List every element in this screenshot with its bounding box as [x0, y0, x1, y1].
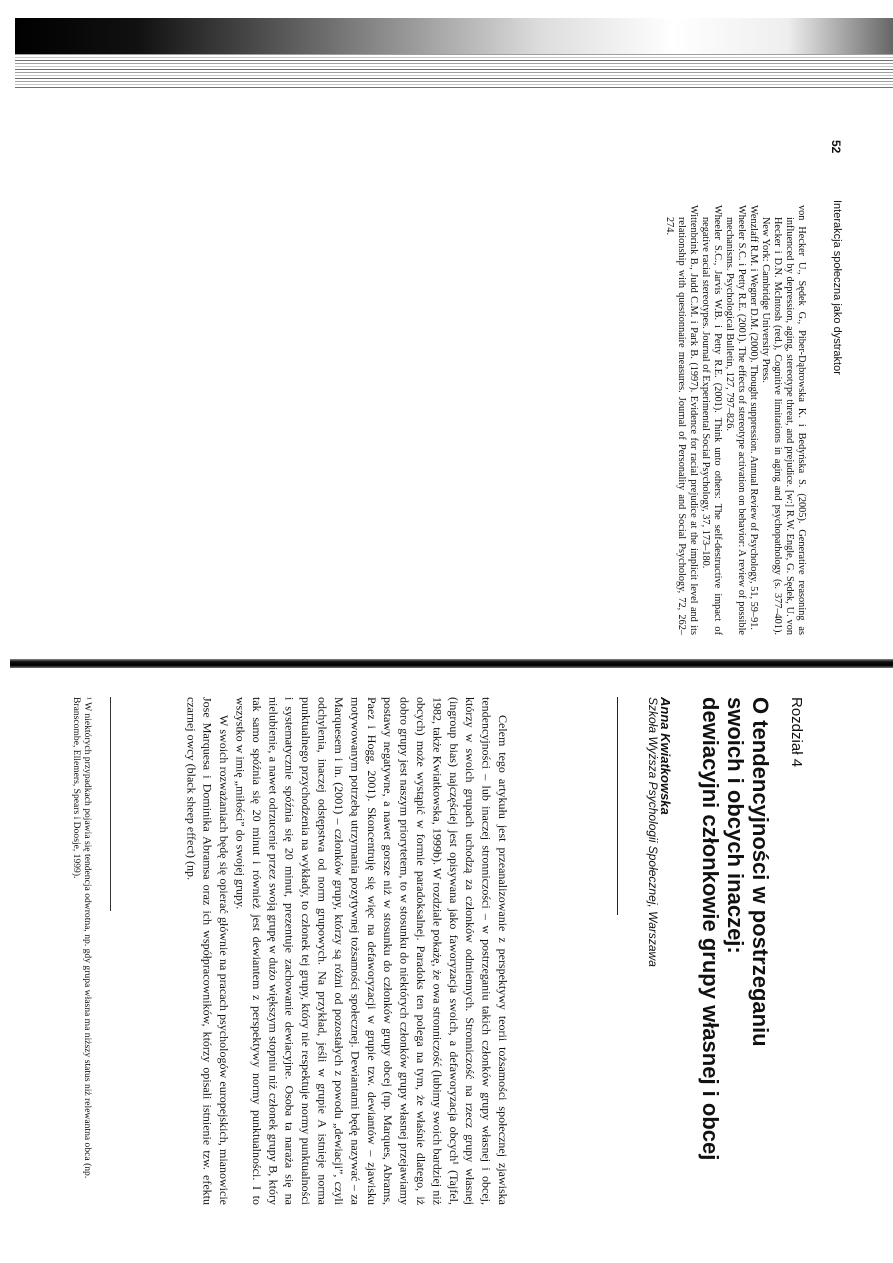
book-gutter-shadow [10, 659, 893, 668]
chapter-title-line: dewiacyjni członkowie grupy własnej i obcej [698, 697, 723, 1161]
running-head: Interakcja społeczna jako dystraktor [831, 200, 843, 375]
reference-item: Wheeler S.C. i Petty R.E. (2001). The effects of stereotype activation on behavior: A review of possible mechanisms. Psychological Bulletin, 127, 797–826. [724, 205, 747, 635]
scan-streaks [15, 54, 893, 88]
footnote: ¹ W niektórych przypadkach pojawia się tendencja odwrotna, np. gdy grupa własna ma niższy status niż relewantna obca (np. Branscombe, Ellemers, Spears i Doosje, 1999). [71, 697, 93, 1179]
chapter-label: Rozdział 4 [788, 697, 805, 768]
header-rule [617, 697, 618, 915]
scan-shadow-top [15, 18, 893, 54]
chapter-title-line: O tendencyjności w postrzeganiu [748, 697, 773, 1047]
reference-list [663, 205, 807, 635]
author-affiliation: Szkoła Wyższa Psychologii Społecznej, Warszawa [646, 697, 660, 967]
page-number: 52 [829, 140, 843, 154]
reference-item: Wenzlaff R.M. i Wegner D.M. (2000). Thought suppression. Annual Review of Psychology, 51, 59–91. [748, 205, 759, 630]
reference-item: Wittenbrink B., Judd C.M. i Park B. (1997). Evidence for racial prejudice at the implicit level and its relationship with questionnaire measures. Journal of Personality and Social Psychology, 72, 262–274. [664, 205, 699, 635]
paragraph: W swoich rozważaniach będę się opierać głównie na pracach psychologów europejskich, mianowicie Jose Marquesa i Dominika Abramsa oraz ich współpracowników, którzy opisali istnienie tzw. efektu czarnej owcy (black sheep effect) (np. [184, 697, 232, 1205]
paragraph: Celem tego artykułu jest przeanalizowanie z perspektywy teorii tożsamości społecznej zjawiska tendencyjności – lub inaczej stronniczości – w postrzeganiu takich członków grupy własnej i obcej, którzy w swoich grupach uchodzą za członków odmiennych. Stronniczość na rzecz grupy własnej (ingroup bias) najczęściej jest opisywana jako faworyzacja swoich, a defaworyzacja obcych¹ (Tajfel, 1982, także Kwiatkowska, 1999b). W rozdziale pokażę, że owa stronniczość (lubimy swoich bardziej niż obcych) może wystąpić w formie paradoksalnej. Paradoks ten polega na tym, że właśnie dlatego, iż dobro grupy jest naszym priorytetem, to w stosunku do niektórych członków grupy własnej przejawiamy postawy negatywne, a nawet gorsze niż w stosunku do członków grupy obcej (np. Marques, Abrams, Paez i Hogg, 2001). Skoncentruję się więc na defaworyzacji w grupie tzw. dewiantów – zjawisku motywowanym potrzebą utrzymania pozytywnej tożsamości społecznej. Dewiantami będę nazywać – za Marquesem i in. (2001) – członków grupy, którzy są różni od pozostałych z powodu „dewiacji”, czyli odchylenia, inaczej odstępstwa od norm grupowych. Na przykład, jeśli w grupie A istnieje norma punktualnego przychodzenia na wykłady, to członek tej grupy, który nie respektuje normy punktualności i systematycznie spóźnia się 20 minut, prezentuje zachowanie dewiacyjne. Osoba ta naraża się na nielubienie, a nawet odrzucenie przez swoją grupę w dużo większym stopniu niż członek grupy B, który tak samo spóźnia się 20 minut i również jest dewiantem z perspektywy normy punktualności. I to wszystko w imię „miłości” do swojej grupy. [233, 697, 510, 1205]
chapter-title [698, 697, 773, 1160]
chapter-title-line: swoich i obcych inaczej: [723, 697, 748, 954]
author-name: Anna Kwiatkowska [658, 697, 673, 815]
reference-item: von Hecker U., Sędek G., Piber-Dąbrowska K. i Bedyńska S. (2005). Generative reasoning as influenced by depression, aging, stereotype threat, and prejudice. [w:] R.W. Engle, G. Sędek, U. von Hecker i D.N. McIntosh (red.), Cognitive limitations in aging and psychopathology (s. 377–401). New York: Cambridge University Press. [760, 205, 807, 635]
footnote-rule [110, 697, 111, 911]
reference-item: Wheeler S.C., Jarvis W.B. i Petty R.E. (2001). Think unto others: The self-destructive impact of negative racial stereotypes. Journal of Experimental Social Psychology, 37, 173–180. [700, 205, 723, 635]
chapter-body [183, 697, 511, 1205]
